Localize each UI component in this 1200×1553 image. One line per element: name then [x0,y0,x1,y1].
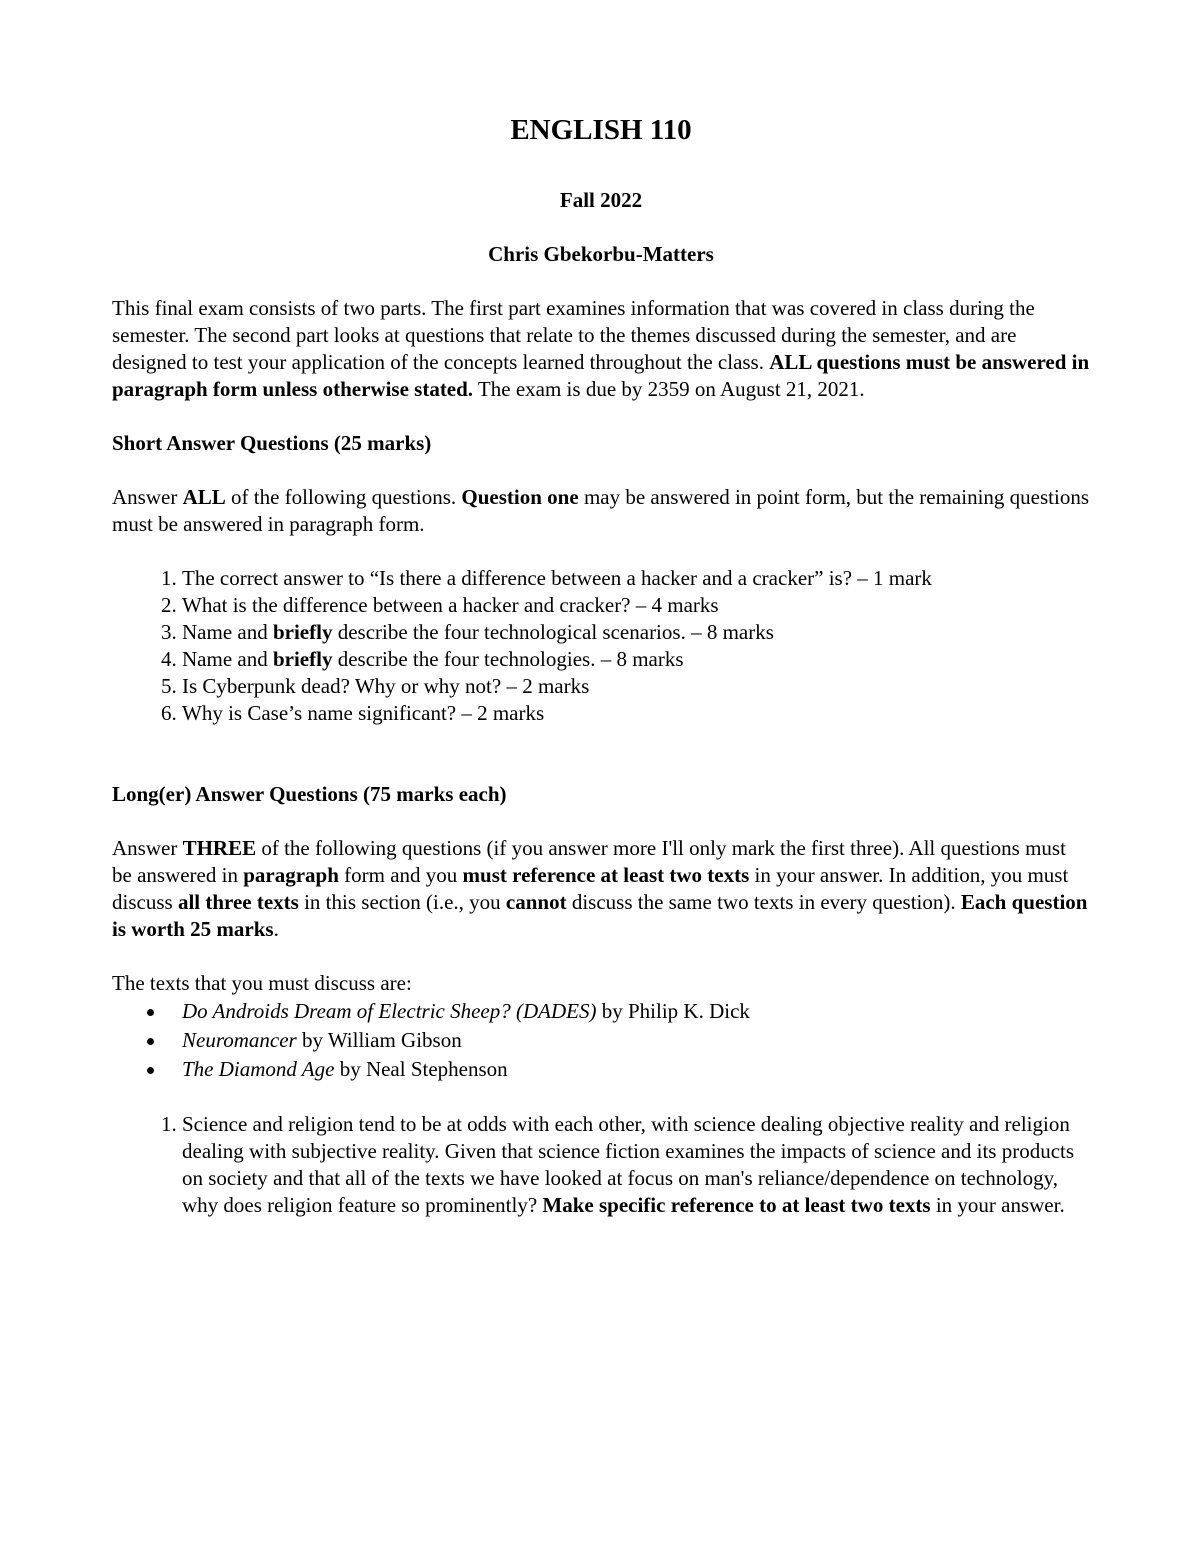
text-title-dades: Do Androids Dream of Electric Sheep? (DADES) [182,999,597,1023]
instr-text-3: may be answered in point form, but the remaining questions must be answered in paragraph form. [112,485,1089,536]
text-author-stephenson: by Neal Stephenson [334,1057,508,1081]
long-question-1 [182,1111,1090,1219]
long-bold-4: all three texts [177,890,299,914]
q3-bold: briefly [272,620,333,644]
long-text-1: Answer [112,836,183,860]
text-item-neuromancer [182,1026,1090,1055]
intro-text-2: The exam is due by 2359 on August 21, 2021. [473,377,865,401]
q3-text-c: describe the four technological scenarios. – 8 marks [332,620,774,644]
short-question-1: 1. The correct answer to “Is there a difference between a hacker and a cracker” is? – 1 mark [182,565,1090,592]
long-text-6: discuss the same two texts in every question). [566,890,961,914]
course-title: ENGLISH 110 [510,114,692,146]
bullet-icon [147,1067,154,1074]
long-text-5: in this section (i.e., you [298,890,506,914]
long-answer-instructions [112,835,1090,943]
long-text-3: form and you [338,863,463,887]
intro-paragraph [112,295,1090,403]
bullet-icon [147,1038,154,1045]
text-author-gibson: by William Gibson [296,1028,462,1052]
short-question-4 [182,646,1090,673]
short-answer-heading: Short Answer Questions (25 marks) [112,431,432,455]
long-answer-list [112,1111,1090,1219]
text-author-dick: by Philip K. Dick [596,999,750,1023]
instr-text-2: of the following questions. [225,485,462,509]
short-question-3 [182,619,1090,646]
text-title-neuromancer: Neuromancer [182,1028,297,1052]
long-bold-2: paragraph [243,863,339,887]
texts-list [112,997,1090,1084]
instructor-name: Chris Gbekorbu-Matters [488,242,714,266]
long-answer-heading: Long(er) Answer Questions (75 marks each) [112,782,507,806]
instr-bold-2: Question one [461,485,579,509]
text-item-dades [182,997,1090,1026]
long-text-2: of the following questions (if you answer more I'll only mark the first three). All questions must be answered in [112,836,1066,887]
instr-text-1: Answer [112,485,183,509]
long-bold-6: Each question is worth 25 marks [112,890,1088,941]
text-item-diamond-age [182,1055,1090,1084]
q4-bold: briefly [272,647,333,671]
short-answer-list [112,565,1090,727]
instr-bold-1: ALL [182,485,226,509]
lq1-text-a: Science and religion tend to be at odds with each other, with science dealing objective reality and religion dealing with subjective reality. Given that science fiction examines the impacts of science and its products on society and that all of the texts we have looked at focus on man's reliance/dependence on technology, why does religion feature so prominently? [182,1112,1075,1217]
short-question-2: 2. What is the difference between a hacker and cracker? – 4 marks [182,592,1090,619]
long-bold-5: cannot [505,890,567,914]
q4-text-c: describe the four technologies. – 8 marks [332,647,684,671]
intro-bold: ALL questions must be answered in paragraph form unless otherwise stated. [112,350,1090,401]
short-answer-instructions [112,484,1090,538]
long-bold-1: THREE [182,836,257,860]
term-label: Fall 2022 [559,188,643,212]
short-question-5: 5. Is Cyberpunk dead? Why or why not? – 2 marks [182,673,1090,700]
short-question-6: 6. Why is Case’s name significant? – 2 marks [182,700,1090,727]
q4-text-a: Name and [182,647,273,671]
lq1-text-b: in your answer. [930,1193,1065,1217]
long-text-4: in your answer. In addition, you must discuss [112,863,1069,914]
texts-intro: The texts that you must discuss are: [112,971,412,995]
long-bold-3: must reference at least two texts [462,863,750,887]
bullet-icon [147,1009,154,1016]
text-title-diamond-age: The Diamond Age [182,1057,335,1081]
intro-text-1: This final exam consists of two parts. The first part examines information that was covered in class during the semester. The second part looks at questions that relate to the themes discussed during the semester, and are designed to test your application of the concepts learned throughout the class. [112,296,1035,374]
q3-text-a: Name and [182,620,273,644]
long-text-7: . [273,917,279,941]
lq1-bold: Make specific reference to at least two texts [542,1193,931,1217]
